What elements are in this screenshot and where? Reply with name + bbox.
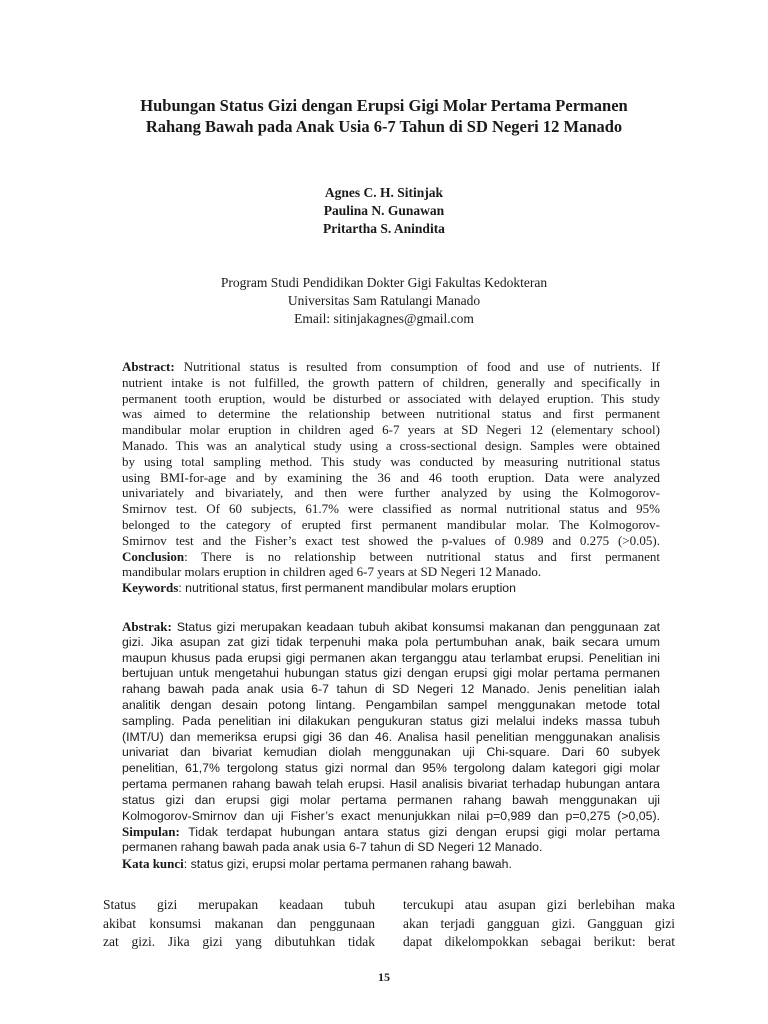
abstract-line: univariat dan bivariat kemudian diolah menggunakan uji Chi-square. Dari 60 subyek xyxy=(122,745,660,760)
abstract-line: sampling. Pada penelitian ini dilakukan pengukuran status gizi melalui indeks massa tubuh xyxy=(122,713,660,728)
keywords-line xyxy=(122,856,660,872)
abstract-line: belonged to the category of erupted first permanent mandibular molar. The Kolmogorov- xyxy=(122,516,660,532)
body-line: tercukupi atau asupan gizi berlebihan maka xyxy=(403,897,675,912)
conclusion-label: Simpulan: xyxy=(122,824,180,840)
conclusion-label: Conclusion xyxy=(122,548,185,564)
abstract-line: Smirnov test. Of 60 subjects, 61.7% were classified as normal nutritional status and 95% xyxy=(122,501,660,517)
affiliation-line: Program Studi Pendidikan Dokter Gigi Fakultas Kedokteran xyxy=(220,275,548,290)
keywords-label: Keywords xyxy=(122,580,179,596)
abstract-line: by using total sampling method. This study was conducted by measuring nutritional status xyxy=(122,453,660,469)
abstract-line: Kolmogorov-Smirnov dan uji Fisher’s exact menunjukkan nilai p=0,989 dan p=0,275 (>0,05). xyxy=(122,808,660,823)
abstract-line: gizi. Jika asupan zat gizi tidak terpenuhi maka pola pertumbuhan anak, baik secara umum xyxy=(122,634,660,649)
affiliation xyxy=(80,274,688,328)
abstract-line: was aimed to determine the relationship between nutritional status and first permanent xyxy=(122,406,660,422)
conclusion-line: Simpulan: Tidak terdapat hubungan antara status gizi dengan erupsi gigi molar pertama xyxy=(122,824,660,840)
keywords-text: : nutritional status, first permanent mandibular molars eruption xyxy=(178,581,516,596)
page-number: 15 xyxy=(378,970,390,984)
abstract-english xyxy=(122,359,660,596)
author-list xyxy=(80,184,688,238)
email-line: Email: sitinjakagnes@gmail.com xyxy=(294,311,474,326)
keywords-label: Kata kunci xyxy=(122,855,184,871)
author-name: Pritartha S. Anindita xyxy=(323,221,445,236)
author-name: Paulina N. Gunawan xyxy=(323,203,445,218)
abstract-line: permanent tooth eruption, would be disturbed or associated with delayed eruption. This study xyxy=(122,390,660,406)
conclusion-line: permanen rahang bawah pada anak usia 6-7 tahun di SD Negeri 12 Manado. xyxy=(122,840,543,855)
abstract-line: (IMT/U) dan memeriksa erupsi gigi 36 dan 46. Analisa hasil penelitian menggunakan analisis xyxy=(122,729,660,744)
conclusion-line: mandibular molars eruption in children aged 6-7 years at SD Negeri 12 Manado. xyxy=(122,564,542,580)
body-column-left xyxy=(103,896,375,952)
abstract-line: pertama permanen rahang bawah telah erupsi. Hasil analisis bivariat terhadap hubungan antara xyxy=(122,776,660,791)
abstract-line: penelitian, 61,7% tergolong status gizi normal dan 95% tergolong dalam kategori gigi molar xyxy=(122,761,660,776)
abstract-label: Abstrak: xyxy=(122,619,172,634)
body-line: dapat dikelompokkan sebagai berikut: berat xyxy=(403,934,675,949)
body-line: Status gizi merupakan keadaan tubuh xyxy=(103,897,375,912)
title-line-2: Rahang Bawah pada Anak Usia 6-7 Tahun di SD Negeri 12 Manado xyxy=(145,117,623,136)
affiliation-line: Universitas Sam Ratulangi Manado xyxy=(287,293,481,308)
abstract-line: status gizi dan erupsi gigi molar pertama permanen rahang bawah menggunakan uji xyxy=(122,792,660,807)
abstract-line: Abstrak: Status gizi merupakan keadaan tubuh akibat konsumsi makanan dan penggunaan zat xyxy=(122,619,660,634)
body-column-right xyxy=(403,896,675,952)
abstract-line: maupun khusus pada erupsi gigi permanen akan terganggu atau terlambat erupsi. Penelitian ini xyxy=(122,650,660,665)
abstract-indonesian xyxy=(122,619,660,872)
keywords-line xyxy=(122,580,660,596)
abstract-label: Abstract: xyxy=(122,359,175,374)
abstract-line: rahang bawah pada anak usia 6-7 tahun di SD Negeri 12 Manado. Jenis penelitian ialah xyxy=(122,682,660,697)
conclusion-line: Conclusion: There is no relationship between nutritional status and first permanent xyxy=(122,548,660,564)
abstract-line: analitik dengan desain potong lintang. Pengambilan sampel menggunakan metode total xyxy=(122,697,660,712)
abstract-line: Smirnov test and the Fisher’s exact test showed the p-values of 0.989 and 0.275 (>0.05). xyxy=(122,532,660,548)
abstract-line: Abstract: Nutritional status is resulted from consumption of food and use of nutrients. If xyxy=(122,359,660,374)
abstract-line: bertujuan untuk mengetahui hubungan status gizi dengan erupsi gigi molar pertama permanen xyxy=(122,666,660,681)
keywords-text: : status gizi, erupsi molar pertama permanen rahang bawah. xyxy=(183,856,512,871)
abstract-line: using BMI-for-age and by examining the 36 and 46 tooth eruption. Data were analyzed xyxy=(122,469,660,485)
body-line: akan terjadi gangguan gizi. Gangguan gizi xyxy=(403,915,675,931)
abstract-line: Manado. This was an analytical study using a cross-sectional design. Samples were obtained xyxy=(122,437,660,453)
body-line: zat gizi. Jika gizi yang dibutuhkan tidak xyxy=(103,934,375,949)
abstract-line: mandibular molar eruption in children aged 6-7 years at SD Negeri 12 (elementary school) xyxy=(122,422,660,438)
paper-title xyxy=(80,95,688,137)
abstract-line: nutrient intake is not fulfilled, the growth pattern of children, generally and specifically in xyxy=(122,374,660,390)
abstract-line: univariately and bivariately, and then were further analyzed by using the Kolmogorov- xyxy=(122,485,660,501)
body-line: akibat konsumsi makanan dan penggunaan xyxy=(103,915,375,931)
author-name: Agnes C. H. Sitinjak xyxy=(324,185,444,200)
title-line-1: Hubungan Status Gizi dengan Erupsi Gigi Molar Pertama Permanen xyxy=(140,96,628,115)
